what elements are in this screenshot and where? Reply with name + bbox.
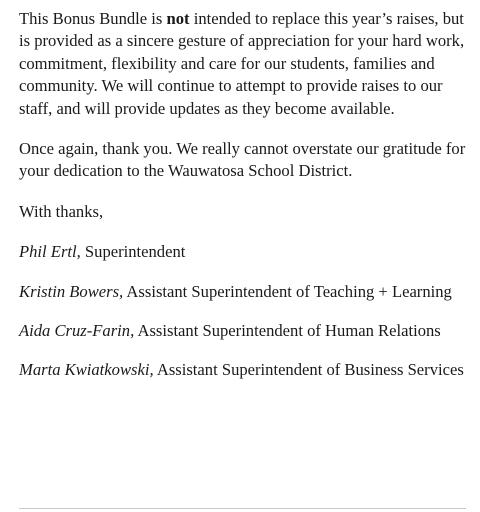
signatory-business-services [19,359,475,381]
signatory-title: Assistant Superintendent of Teaching + Learning [123,281,452,301]
letter-body [19,8,475,399]
para1-text-start: This Bonus Bundle is [19,9,167,28]
signatory-title: Assistant Superintendent of Business Services [153,360,464,380]
signatory-superintendent [19,241,475,263]
signatory-title: Assistant Superintendent of Human Relations [134,321,441,341]
para1-emphasis: not [166,9,190,28]
para1-text-end: intended to replace this year’s raises, but is provided as a sincere gesture of appreciation for your hard work, commitment, flexibility and care for our students, families and community. We will continue to attempt to provide raises to our staff, and will provide updates as they become available. [19,9,465,118]
paragraph-thank-you: Once again, thank you. We really cannot overstate our gratitude for your dedication to the Wauwatosa School District. [19,139,466,181]
signatory-human-relations [19,320,475,342]
paragraph-bonus-bundle [19,8,475,120]
closing-line: With thanks, [19,201,104,221]
signatory-name: Marta Kwiatkowski, [19,360,154,380]
signatory-teaching-learning [19,281,475,303]
signatory-title: Superintendent [80,242,186,262]
signatory-name: Aida Cruz-Farin, [19,321,135,341]
signatory-name: Kristin Bowers, [19,281,124,301]
bottom-divider [19,508,466,509]
signatory-name: Phil Ertl, [19,242,81,262]
